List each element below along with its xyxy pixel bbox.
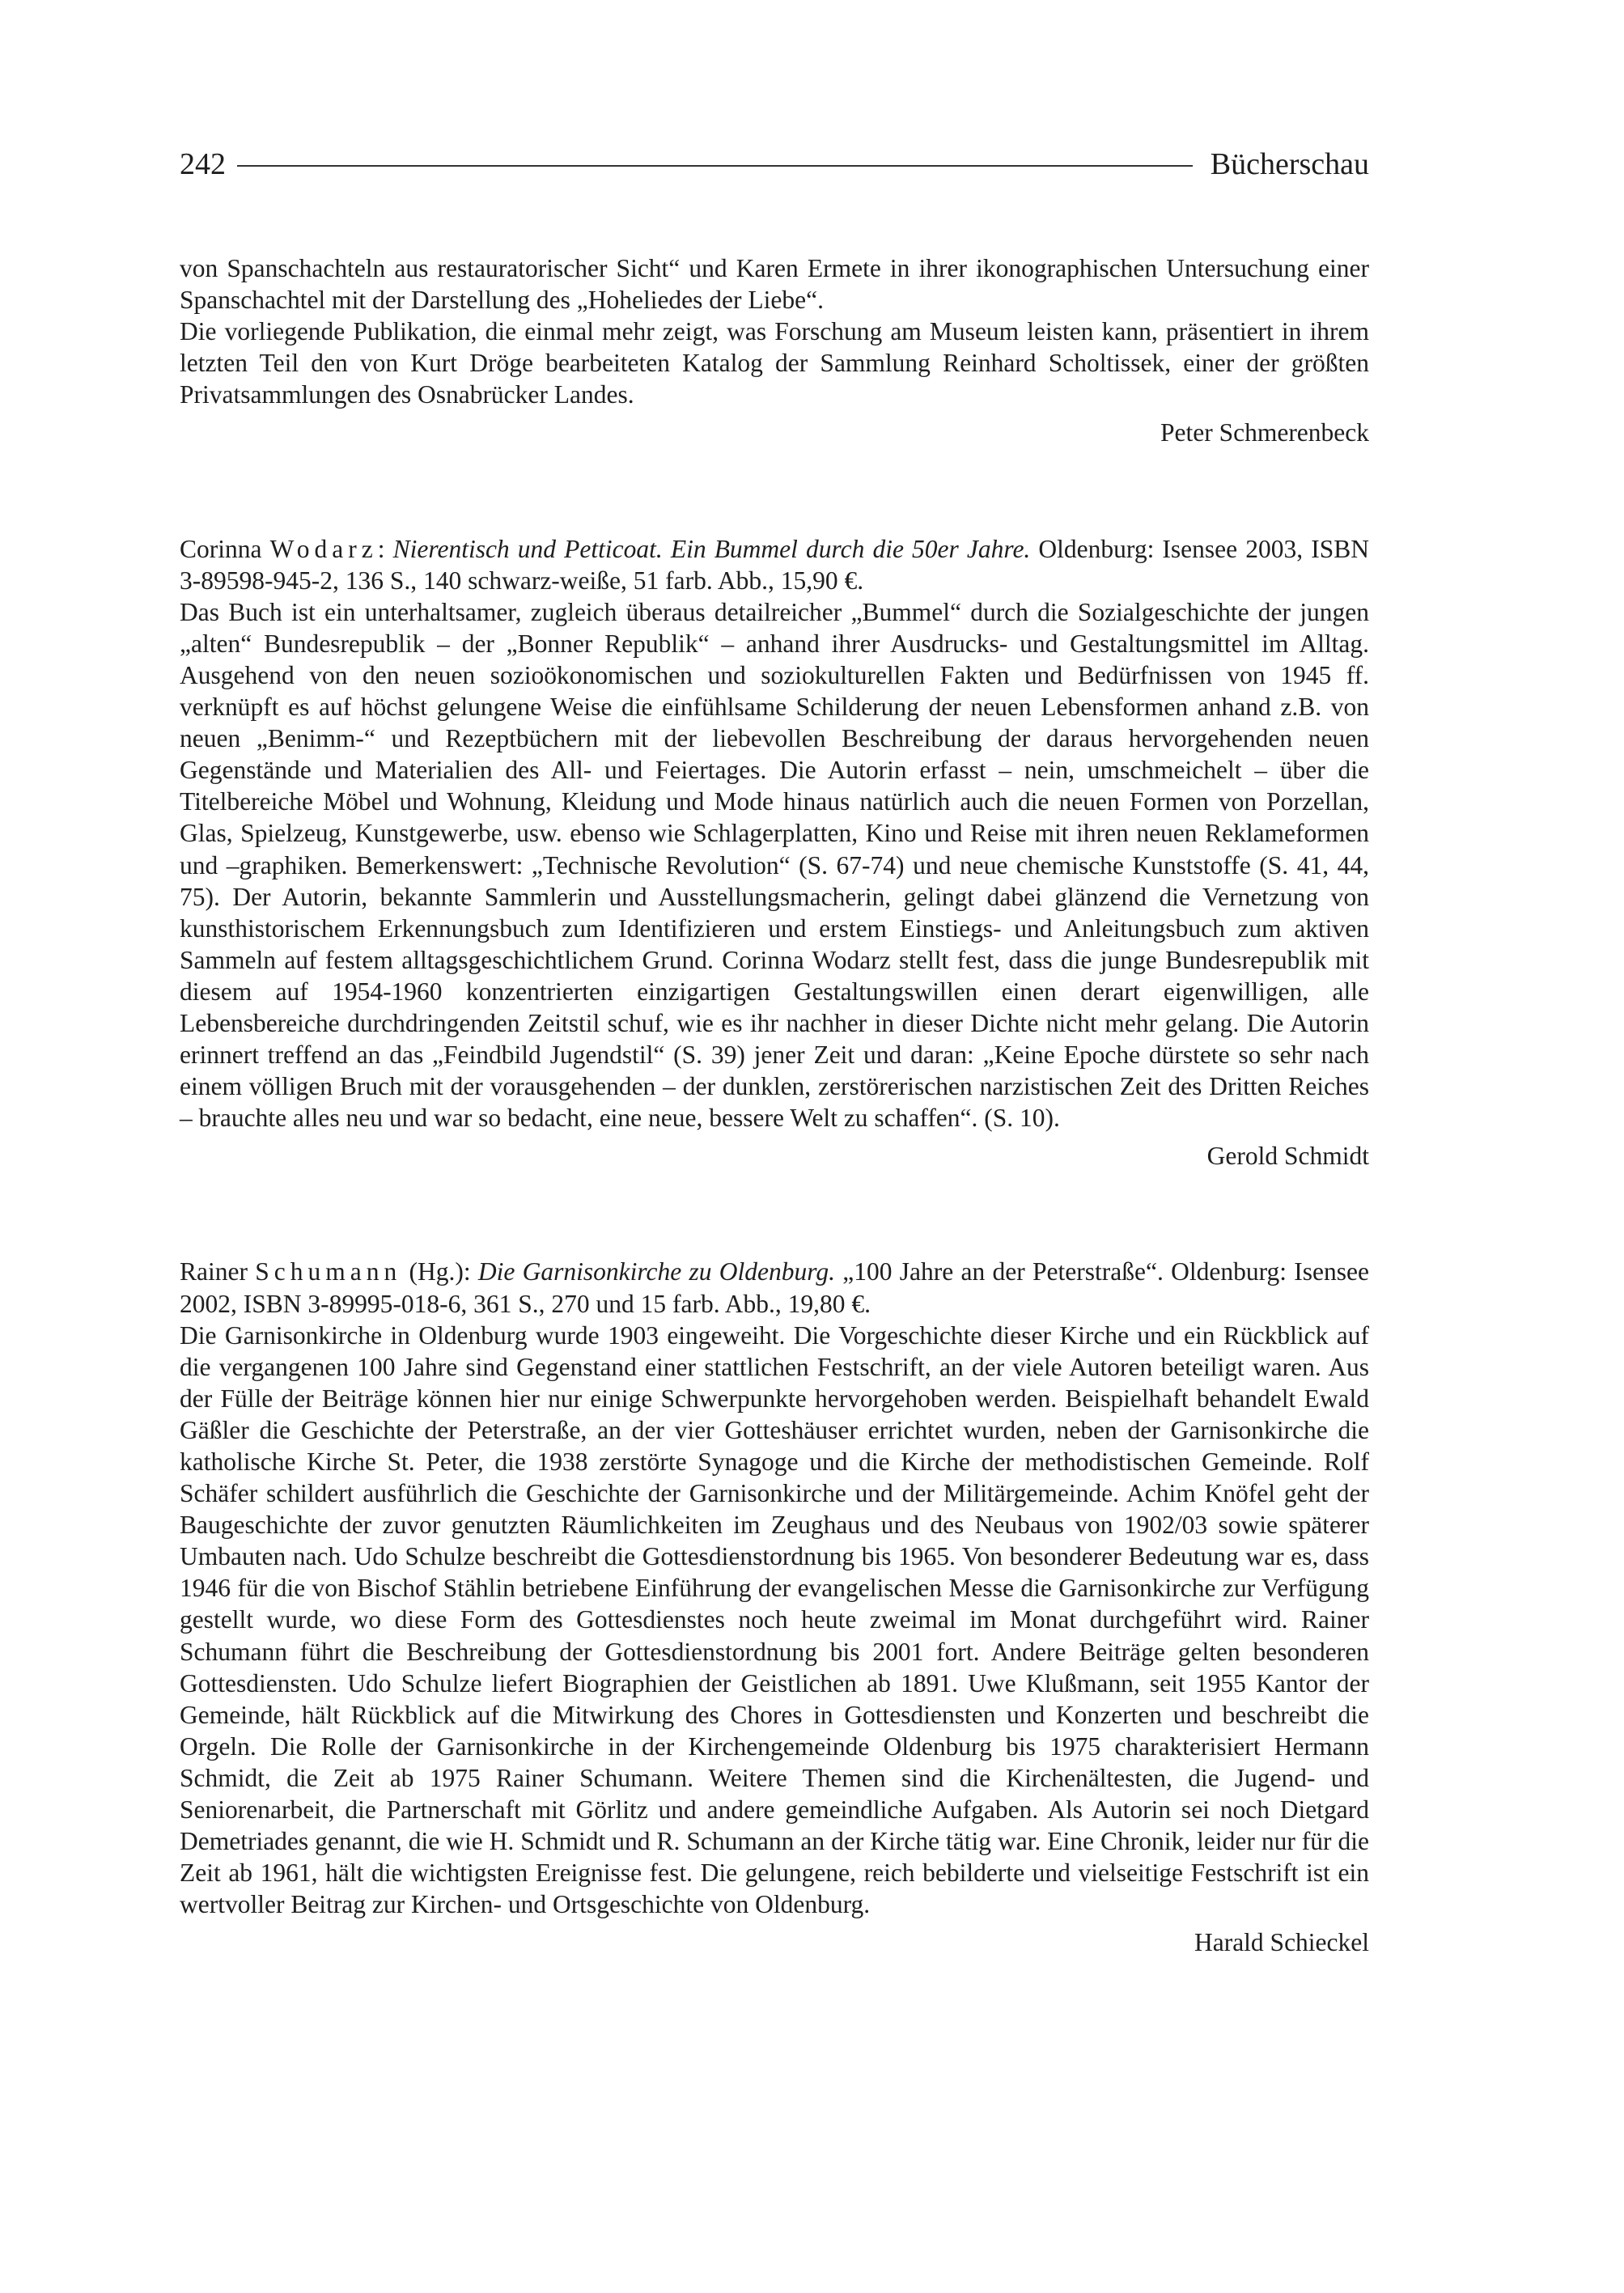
document-page <box>180 146 1369 1959</box>
review-spanschachteln <box>180 252 1369 449</box>
publication-details: „100 Jahre an der Peterstraße“. Oldenburg: Isensee 2002, ISBN 3-89995-018-6, 361 S., 270 und 15 farb. Abb., 19,80 €. <box>180 1257 1369 1318</box>
review-nierentisch <box>180 533 1369 1172</box>
reviewer-name: Harald Schieckel <box>1194 1928 1369 1957</box>
book-title: Die Garnisonkirche zu Oldenburg. <box>477 1257 835 1286</box>
book-title: Nierentisch und Petticoat. Ein Bummel durch die 50er Jahre. <box>392 534 1031 563</box>
page-number: 242 <box>180 147 226 181</box>
bibliographic-entry: Corinna Wodarz: Nierentisch und Petticoat. Ein Bummel durch die 50er Jahre. Oldenburg: Isensee 2003, ISBN 3-89598-945-2, 136 S., 140 schwarz-weiße, 51 farb. Abb., 15,90 €. <box>180 534 1369 595</box>
author-first-name: Rainer <box>180 1257 248 1286</box>
bibliographic-entry <box>180 1256 1369 1319</box>
reviewer-name: Gerold Schmidt <box>1206 1142 1369 1171</box>
editor-note: (Hg.): <box>409 1257 471 1286</box>
review-body: Das Buch ist ein unterhaltsamer, zugleich überaus detailreicher „Bummel“ durch die Sozialgeschichte der jungen „alten“ Bundesrepublik – der „Bonner Republik“ – anhand ihrer Ausdrucks- und Gestaltungsmittel im Alltag. Ausgehend von den neuen sozioökonomischen und soziokulturellen Fakten und Bedürfnissen von 1945 ff. verknüpft es auf höchst gelungene Weise die einfühlsame Schilderung der neuen Lebensformen anhand z.B. von neuen „Benimm-“ und Rezeptbüchern mit der liebevollen Beschreibung der daraus hervorgehenden neuen Gegenstände und Materialien des All- und Feiertages. Die Autorin erfasst – nein, umschmeichelt – über die Titelbereiche Möbel und Wohnung, Kleidung und Mode hinaus natürlich auch die neuen Formen von Porzellan, Glas, Spielzeug, Kunstgewerbe, usw. ebenso wie Schlagerplatten, Kino und Reise mit ihren neuen Reklameformen und –graphiken. Bemerkenswert: „Technische Revolution“ (S. 67-74) und neue chemische Kunststoffe (S. 41, 44, 75). Der Autorin, bekannte Sammlerin und Ausstellungsmacherin, gelingt dabei glänzend die Vernetzung von kunsthistorischem Erkennungsbuch zum Identifizieren und erstem Einstiegs- und Anleitungsbuch zum aktiven Sammeln auf festem alltagsgeschichtlichem Grund. Corinna Wodarz stellt fest, dass die junge Bundesrepublik mit diesem auf 1954-1960 konzentrierten einzigartigen Gestaltungswillen einen derart eigenwilligen, alle Lebensbereiche durchdringenden Zeitstil schuf, wie es ihr nachher in dieser Dichte nicht mehr gelang. Die Autorin erinnert treffend an das „Feindbild Jugendstil“ (S. 39) jener Zeit und daran: „Keine Epoche dürstete so sehr nach einem völligen Bruch mit der vorausgehenden – der dunklen, zerstörerischen narzistischen Zeit des Dritten Reiches – brauchte alles neu und war so bedacht, eine neue, bessere Welt zu schaffen“. (S. 10). <box>180 597 1369 1133</box>
review-garnisonkirche <box>180 1256 1369 1958</box>
publication-details: Oldenburg: Isensee 2003, ISBN 3-89598-945-2, 136 S., 140 schwarz-weiße, 51 farb. Abb., 15,90 €. <box>180 534 1369 595</box>
review-continuation: von Spanschachteln aus restauratorischer Sicht“ und Karen Ermete in ihrer ikonographischen Untersuchung einer Spanschachtel mit der Darstellung des „Hoheliedes der Liebe“. <box>180 254 1369 315</box>
section-title: Bücherschau <box>1210 147 1369 181</box>
review-body: Die vorliegende Publikation, die einmal mehr zeigt, was Forschung am Museum leisten kann, präsentiert in ihrem letzten Teil den von Kurt Dröge bearbeiteten Katalog der Sammlung Reinhard Scholtissek, einer der größten Privatsammlungen des Osnabrücker Landes. <box>180 317 1369 409</box>
author-last-name: Schumann <box>255 1257 402 1286</box>
author-last-name: Wodarz <box>269 534 378 563</box>
author-first-name: Corinna <box>180 534 262 563</box>
running-header <box>180 146 1369 183</box>
reviewer-name: Peter Schmerenbeck <box>1160 418 1369 447</box>
header-rule <box>237 165 1193 167</box>
review-body: Die Garnisonkirche in Oldenburg wurde 1903 eingeweiht. Die Vorgeschichte dieser Kirche und ein Rückblick auf die vergangenen 100 Jahre sind Gegenstand einer stattlichen Festschrift, an der viele Autoren beteiligt waren. Aus der Fülle der Beiträge können hier nur einige Schwerpunkte hervorgehoben werden. Beispielhaft behandelt Ewald Gäßler die Geschichte der Peterstraße, an der vier Gotteshäuser errichtet wurden, neben der Garnisonkirche die katholische Kirche St. Peter, die 1938 zerstörte Synagoge und die Kirche der methodistischen Gemeinde. Rolf Schäfer schildert ausführlich die Geschichte der Garnisonkirche und der Militärgemeinde. Achim Knöfel geht der Baugeschichte der zuvor genutzten Räumlichkeiten im Zeughaus und des Neubaus von 1902/03 sowie späterer Umbauten nach. Udo Schulze beschreibt die Gottesdienstordnung bis 1965. Von besonderer Bedeutung war es, dass 1946 für die von Bischof Stählin betriebene Einführung der evangelischen Messe die Garnisonkirche zur Verfügung gestellt wurde, wo diese Form des Gottesdienstes noch heute zweimal im Monat durchgeführt wird. Rainer Schumann führt die Beschreibung der Gottesdienstordnung bis 2001 fort. Andere Beiträge gelten besonderen Gottesdiensten. Udo Schulze liefert Biographien der Geistlichen ab 1891. Uwe Klußmann, seit 1955 Kantor der Gemeinde, hält Rückblick auf die Mitwirkung des Chores in Gottesdiensten und Konzerten und beschreibt die Orgeln. Die Rolle der Garnisonkirche in der Kirchengemeinde Oldenburg bis 1975 charakterisiert Hermann Schmidt, die Zeit ab 1975 Rainer Schumann. Weitere Themen sind die Kirchenältesten, die Jugend- und Seniorenarbeit, die Partnerschaft mit Görlitz und andere gemeindliche Aufgaben. Als Autorin sei noch Dietgard Demetriades genannt, die wie H. Schmidt und R. Schumann an der Kirche tätig war. Eine Chronik, leider nur für die Zeit ab 1961, hält die wichtigsten Ereignisse fest. Die gelungene, reich bebilderte und vielseitige Festschrift ist ein wertvoller Beitrag zur Kirchen- und Ortsgeschichte von Oldenburg. <box>180 1320 1369 1919</box>
